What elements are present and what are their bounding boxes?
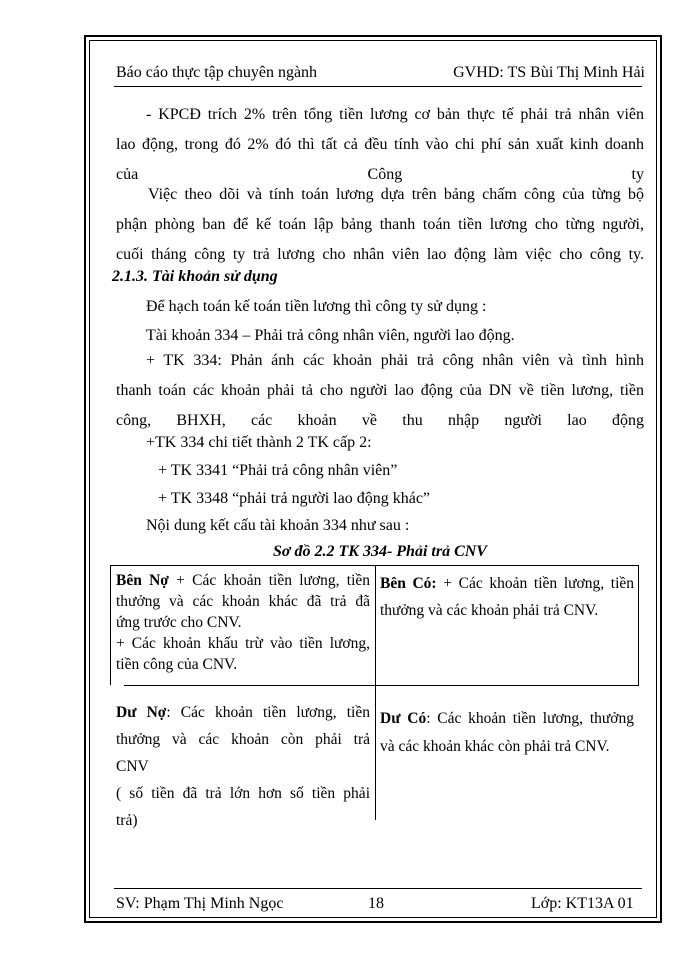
footer-page-number: 18	[368, 895, 384, 912]
debit-balance-label: Dư Nợ	[116, 704, 167, 721]
text-line: phận phòng ban để kế toán lập bảng thanh toán tiền lương cho từng người,	[116, 216, 644, 233]
paragraph-kpcd	[116, 100, 644, 190]
text-line: Nội dung kết cấu tài khoản 334 như sau :	[146, 517, 410, 534]
footer-student: SV: Phạm Thị Minh Ngọc	[116, 895, 284, 912]
cell-debit	[116, 570, 370, 675]
table-divider	[375, 565, 376, 820]
text-line: của Công ty	[116, 166, 644, 183]
table-rule	[110, 565, 111, 685]
text-line: + Các khoản tiền lương, tiền	[176, 572, 371, 589]
credit-label: Bên Có:	[380, 575, 437, 592]
text-line: tiền công của CNV.	[116, 656, 238, 673]
text-line: Để hạch toán kế toán tiền lương thì công ty sử dụng :	[146, 298, 487, 315]
text-line: thưởng và các khoản còn phải trả	[116, 731, 370, 748]
debit-label: Bên Nợ	[116, 572, 169, 589]
header-advisor: GVHD: TS Bùi Thị Minh Hải	[453, 64, 645, 81]
text-line: + Các khoản tiền lương, tiền	[436, 575, 635, 592]
paragraph-tk334	[116, 346, 644, 436]
text-line: lao động, trong đó 2% đó thì tất cả đều tính vào chi phí sản xuất kinh doanh	[116, 136, 644, 153]
header-report-title: Báo cáo thực tập chuyên ngành	[116, 64, 318, 81]
table-rule	[124, 685, 639, 686]
page-header	[116, 64, 645, 82]
text-line: cuối tháng công ty trả lương cho nhân viên lao động làm việc cho công ty.	[116, 246, 644, 263]
account-structure-table	[110, 565, 639, 829]
text-line: + TK 3341 “Phải trả công nhân viên”	[158, 462, 398, 479]
text-line: + TK 334: Phản ánh các khoản phải trả công nhân viên và tình hình	[146, 352, 644, 369]
cell-debit-balance	[116, 699, 370, 834]
text-line: thưởng và các khoản phải trả CNV.	[380, 602, 599, 619]
footer-rule	[114, 888, 642, 889]
text-line: trả)	[116, 812, 138, 829]
text-line: CNV	[116, 758, 149, 775]
cell-credit	[380, 570, 634, 624]
table-rule	[638, 565, 639, 685]
text-line: - KPCĐ trích 2% trên tổng tiền lương cơ bản thực tế phải trả nhân viên	[146, 106, 644, 123]
text-line: thưởng và các khoản khác đã trả đã	[116, 593, 370, 610]
header-rule	[114, 86, 642, 87]
section-heading: 2.1.3. Tài khoản sử dụng	[112, 268, 278, 285]
text-line: ứng trước cho CNV.	[116, 614, 242, 631]
text-line: : Các khoản tiền lương, thưởng	[426, 710, 634, 727]
cell-credit-balance	[380, 705, 634, 761]
credit-balance-label: Dư Có	[380, 710, 427, 727]
paragraph-tracking	[116, 180, 644, 270]
footer-class: Lớp: KT13A 01	[531, 895, 634, 912]
text-line: Việc theo dõi và tính toán lương dựa trên bảng chấm công của từng bộ	[148, 186, 644, 203]
text-line: Tài khoản 334 – Phải trả công nhân viên, người lao động.	[146, 327, 515, 344]
text-line: + Các khoản khấu trừ vào tiền lương,	[116, 635, 370, 652]
text-line: : Các khoản tiền lương, tiền	[166, 704, 370, 721]
text-line: thanh toán các khoản phải tả cho người lao động của DN về tiền lương, tiền	[116, 382, 644, 399]
text-line: công, BHXH, các khoản về thu nhập người lao động	[116, 412, 644, 429]
text-line: ( số tiền đã trả lớn hơn số tiền phải	[116, 785, 370, 802]
text-line: + TK 3348 “phải trả người lao động khác”	[158, 490, 431, 507]
text-line: và các khoản khác còn phải trả CNV.	[380, 738, 610, 755]
text-line: +TK 334 chi tiết thành 2 TK cấp 2:	[146, 434, 372, 451]
diagram-caption: Sơ đồ 2.2 TK 334- Phải trả CNV	[273, 543, 487, 560]
